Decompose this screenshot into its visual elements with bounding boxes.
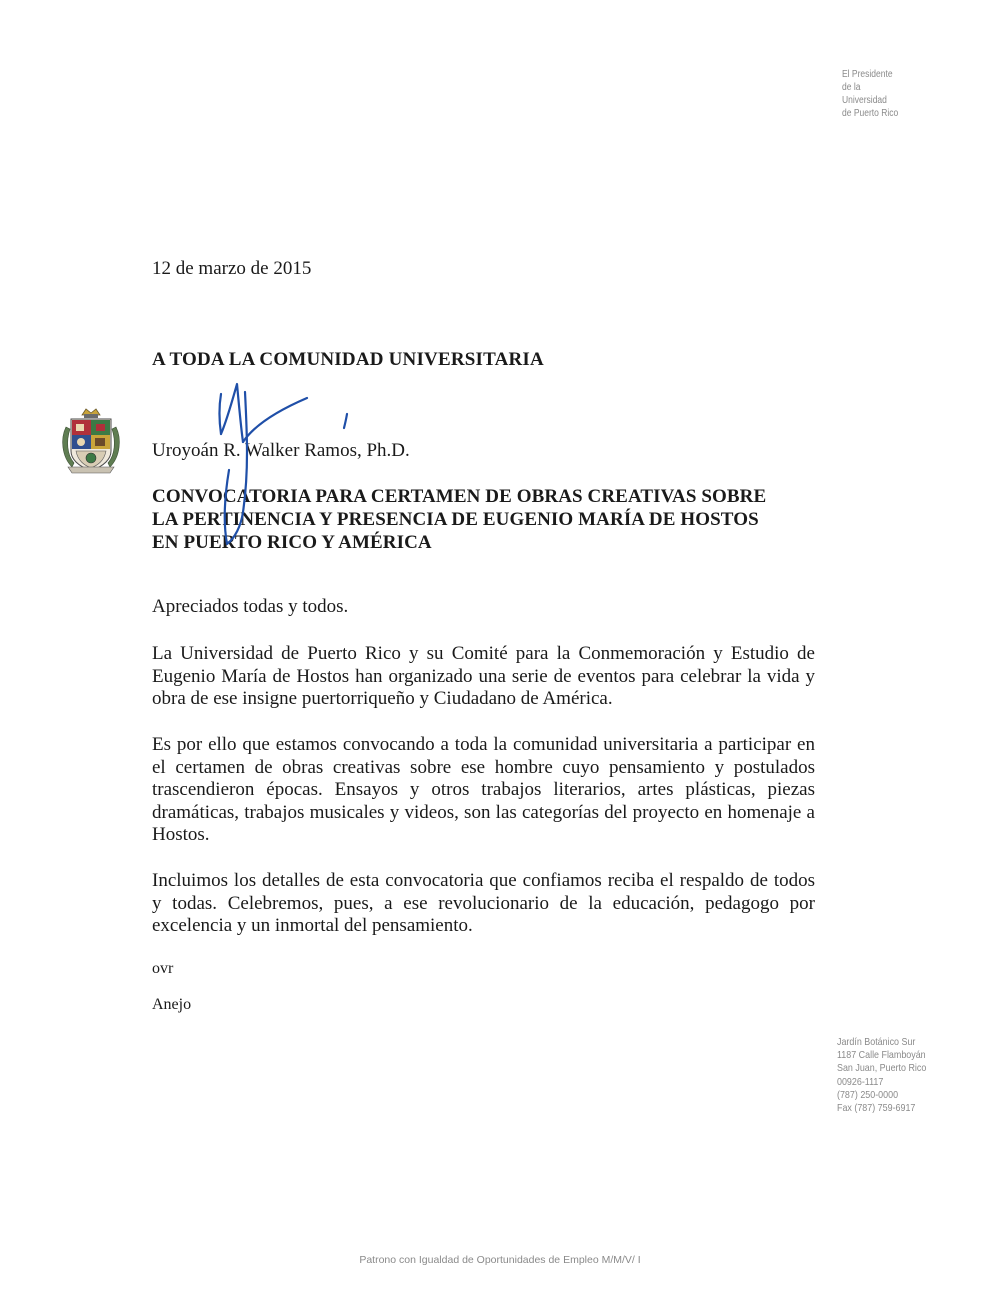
letterhead-line: Universidad (842, 95, 887, 106)
address-line: Jardín Botánico Sur (837, 1036, 916, 1048)
letterhead-office (842, 68, 898, 120)
address-line: (787) 250-0000 (837, 1088, 899, 1101)
letter-subject (152, 485, 822, 554)
letterhead-line: El Presidente (842, 69, 893, 80)
letterhead-address (837, 1036, 926, 1115)
address-line: 1187 Calle Flamboyán (837, 1049, 926, 1062)
letter-date: 12 de marzo de 2015 (152, 258, 312, 279)
letterhead-line: de Puerto Rico (842, 108, 899, 119)
address-line: 00926-1117 (837, 1075, 884, 1088)
salutation: Apreciados todas y todos. (152, 596, 349, 617)
subject-line: CONVOCATORIA PARA CERTAMEN DE OBRAS CREATIVAS SOBRE (152, 486, 767, 507)
body-paragraph: Es por ello que estamos convocando a toda la comunidad universitaria a participar en el certamen de obras creativas sobre ese hombre cuyo pensamiento y postulados trascendieron épocas. Ensayos y otros trabajos literarios, artes plásticas, piezas dramáticas, trabajos musicales y videos, son las categorías del proyecto en homenaje a Hostos. (152, 734, 815, 845)
body-paragraph: Incluimos los detalles de esta convocatoria que confiamos reciba el respaldo de todos y todas. Celebremos, pues, a ese revolucionario de la educación, pedagogo por excelencia y un inmortal del pensamiento. (152, 870, 815, 936)
equal-opportunity-footer: Patrono con Igualdad de Oportunidades de Empleo M/M/V/ I (359, 1254, 641, 1266)
subject-line: EN PUERTO RICO Y AMÉRICA (152, 532, 432, 553)
university-seal-icon (58, 405, 124, 475)
enclosure-note: Anejo (152, 996, 192, 1013)
address-line: Fax (787) 759-6917 (837, 1102, 916, 1115)
letter-recipient: A TODA LA COMUNIDAD UNIVERSITARIA (152, 349, 544, 370)
address-line: San Juan, Puerto Rico (837, 1062, 927, 1075)
body-paragraph: La Universidad de Puerto Rico y su Comité para la Conmemoración y Estudio de Eugenio María de Hostos han organizado una serie de eventos para celebrar la vida y obra de ese insigne puertorriqueño y Ciudadano de América. (152, 643, 815, 709)
subject-line: LA PERTINENCIA Y PRESENCIA DE EUGENIO MARÍA DE HOSTOS (152, 509, 759, 530)
letter-sender: Uroyoán R. Walker Ramos, Ph.D. (152, 440, 410, 461)
letterhead-line: de la (842, 82, 861, 93)
typist-initials: ovr (152, 960, 174, 977)
